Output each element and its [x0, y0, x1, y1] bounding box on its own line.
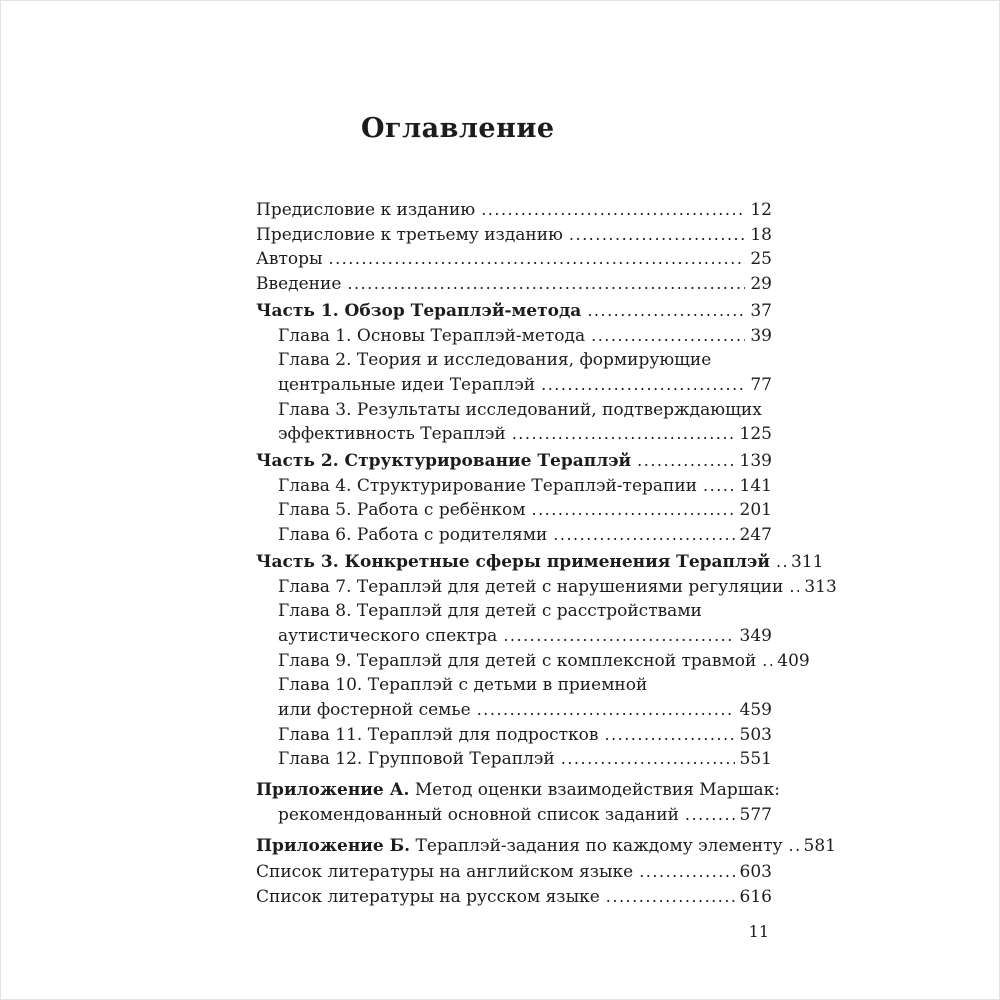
- toc-entry-line: [256, 698, 772, 723]
- toc-entry-page: 29: [750, 274, 772, 295]
- dot-leader: [637, 449, 734, 474]
- toc-entry-page: 503: [739, 724, 772, 745]
- toc-entry-line: [256, 398, 772, 423]
- toc-entry-line: [256, 860, 772, 885]
- toc-entry-line: [256, 299, 772, 324]
- toc-entry-page: 18: [750, 224, 772, 245]
- toc-entry: [256, 247, 772, 272]
- toc-entry: [256, 449, 772, 474]
- dot-leader: [606, 885, 735, 910]
- dot-leader: [776, 550, 786, 575]
- toc-entry: [256, 324, 772, 349]
- toc-entry: [256, 575, 837, 600]
- toc-entry: [256, 523, 772, 548]
- dot-leader: [703, 474, 735, 499]
- toc-entry-text: Глава 5. Работа с ребёнком: [278, 500, 526, 521]
- toc-entry-line: [256, 599, 772, 624]
- toc-entry-page: 603: [739, 862, 772, 883]
- toc-entry-text: Глава 6. Работа с родителями: [278, 525, 548, 546]
- toc-entry-page: 25: [750, 249, 772, 270]
- toc-entry: [256, 778, 781, 827]
- toc-entry-line: [256, 498, 772, 523]
- dot-leader: [639, 860, 734, 885]
- toc-entry-line: [256, 575, 837, 600]
- toc-entry-line: [256, 422, 772, 447]
- dot-leader: [553, 523, 734, 548]
- toc-entry: [256, 673, 772, 722]
- dot-leader: [477, 698, 735, 723]
- toc-entry-page: 459: [739, 700, 772, 721]
- toc-entry-page: 581: [803, 835, 836, 856]
- dot-leader: [569, 223, 745, 248]
- dot-leader: [587, 299, 745, 324]
- toc-entry-text: Глава 3. Результаты исследований, подтверждающих: [278, 399, 762, 420]
- toc-entry-page: 141: [739, 475, 772, 496]
- toc-entry: [256, 223, 772, 248]
- toc-entry: [256, 885, 772, 910]
- toc-entry-text: или фостерной семье: [278, 700, 471, 721]
- toc-entry-page: 577: [739, 804, 772, 825]
- dot-leader: [503, 624, 734, 649]
- toc-entry: [256, 398, 772, 447]
- dot-leader: [329, 247, 746, 272]
- toc-entry-text: Приложение Б. Тераплэй-задания по каждому элементу: [256, 835, 783, 856]
- page-number: 11: [748, 922, 769, 941]
- toc-entry-line: [256, 747, 772, 772]
- toc-entry: [256, 747, 772, 772]
- dot-leader: [789, 834, 799, 859]
- toc-entry-page: 616: [739, 886, 772, 907]
- dot-leader: [591, 324, 745, 349]
- toc-entry-line: [256, 247, 772, 272]
- toc-entry-page: 311: [790, 551, 824, 572]
- toc-entry-page: 313: [804, 576, 837, 597]
- toc-entry-line: [256, 673, 772, 698]
- toc-entry-line: [256, 373, 772, 398]
- dot-leader: [762, 649, 772, 674]
- dot-leader: [789, 575, 799, 600]
- toc-entry-text: Глава 12. Групповой Тераплэй: [278, 749, 555, 770]
- toc-entry-line: [256, 550, 824, 575]
- toc-entry-text: Авторы: [256, 249, 323, 270]
- toc-entry-text: Введение: [256, 274, 342, 295]
- toc-entry: [256, 649, 810, 674]
- toc-entry-page: 409: [777, 650, 810, 671]
- toc-entry-text: Глава 7. Тераплэй для детей с нарушениями регуляции: [278, 576, 784, 597]
- toc-entry-page: 125: [739, 424, 772, 445]
- dot-leader: [481, 198, 745, 223]
- toc-entry-text: Приложение А. Метод оценки взаимодействия Маршак:: [256, 780, 781, 801]
- toc-entry-text: эффективность Тераплэй: [278, 424, 506, 445]
- toc-entry-text: Глава 1. Основы Тераплэй-метода: [278, 325, 586, 346]
- toc-entry-text: Глава 4. Структурирование Тераплэй-терапии: [278, 475, 698, 496]
- toc-entry-prefix: Приложение А.: [256, 780, 410, 801]
- toc-entry: [256, 474, 772, 499]
- toc-entry-page: 39: [750, 325, 772, 346]
- toc-entry-line: [256, 348, 772, 373]
- toc-entry: [256, 550, 824, 575]
- toc-entry: [256, 198, 772, 223]
- dot-leader: [561, 747, 735, 772]
- dot-leader: [347, 272, 745, 297]
- toc-entry-line: [256, 474, 772, 499]
- toc-entry-line: [256, 223, 772, 248]
- toc-entry-line: [256, 649, 810, 674]
- toc-entry-text: Часть 3. Конкретные сферы применения Тераплэй: [256, 551, 770, 572]
- toc-entry-text: Часть 2. Структурирование Тераплэй: [256, 451, 632, 472]
- toc-entry-line: [256, 834, 836, 859]
- toc-entry-text: Список литературы на английском языке: [256, 862, 634, 883]
- toc-entry: [256, 834, 836, 859]
- toc-entry-text: аутистического спектра: [278, 625, 498, 646]
- toc-entry-line: [256, 523, 772, 548]
- dot-leader: [512, 422, 735, 447]
- toc-entry-line: [256, 272, 772, 297]
- toc-entry-line: [256, 885, 772, 910]
- toc-entry-text: Глава 8. Тераплэй для детей с расстройствами: [278, 601, 702, 622]
- dot-leader: [604, 723, 734, 748]
- toc-entry: [256, 599, 772, 648]
- toc-entry-line: [256, 723, 772, 748]
- toc-entry-text: Предисловие к третьему изданию: [256, 224, 563, 245]
- toc-entry-page: 349: [739, 625, 772, 646]
- table-of-contents: [256, 198, 837, 910]
- toc-entry-page: 77: [750, 374, 772, 395]
- page-title: Оглавление: [361, 113, 555, 144]
- toc-entry-text: Глава 11. Тераплэй для подростков: [278, 724, 599, 745]
- toc-entry-page: 551: [739, 749, 772, 770]
- toc-entry-text: Предисловие к изданию: [256, 200, 476, 220]
- dot-leader: [685, 803, 735, 828]
- toc-entry-page: 12: [750, 200, 772, 220]
- toc-entry: [256, 348, 772, 397]
- toc-entry-text: Глава 10. Тераплэй с детьми в приемной: [278, 675, 648, 696]
- toc-entry-line: [256, 624, 772, 649]
- toc-entry-line: [256, 803, 772, 828]
- toc-entry-line: [256, 324, 772, 349]
- dot-leader: [541, 373, 745, 398]
- toc-entry-text: Глава 9. Тераплэй для детей с комплексной травмой: [278, 650, 757, 671]
- toc-entry-line: [256, 198, 772, 223]
- toc-entry: [256, 860, 772, 885]
- toc-entry-text: Список литературы на русском языке: [256, 886, 600, 907]
- toc-entry-line: [256, 778, 781, 803]
- toc-entry-text: центральные идеи Тераплэй: [278, 374, 536, 395]
- dot-leader: [532, 498, 735, 523]
- toc-entry: [256, 272, 772, 297]
- toc-entry: [256, 498, 772, 523]
- toc-entry-page: 201: [739, 500, 772, 521]
- toc-entry-page: 247: [739, 525, 772, 546]
- toc-entry-page: 139: [739, 451, 772, 472]
- toc-entry: [256, 723, 772, 748]
- toc-entry-line: [256, 449, 772, 474]
- toc-entry-text: Часть 1. Обзор Тераплэй-метода: [256, 300, 582, 321]
- toc-entry-text: Глава 2. Теория и исследования, формирующие: [278, 350, 712, 371]
- toc-entry-prefix: Приложение Б.: [256, 835, 411, 856]
- toc-entry-page: 37: [750, 300, 772, 321]
- toc-entry-text: рекомендованный основной список заданий: [278, 804, 679, 825]
- toc-entry: [256, 299, 772, 324]
